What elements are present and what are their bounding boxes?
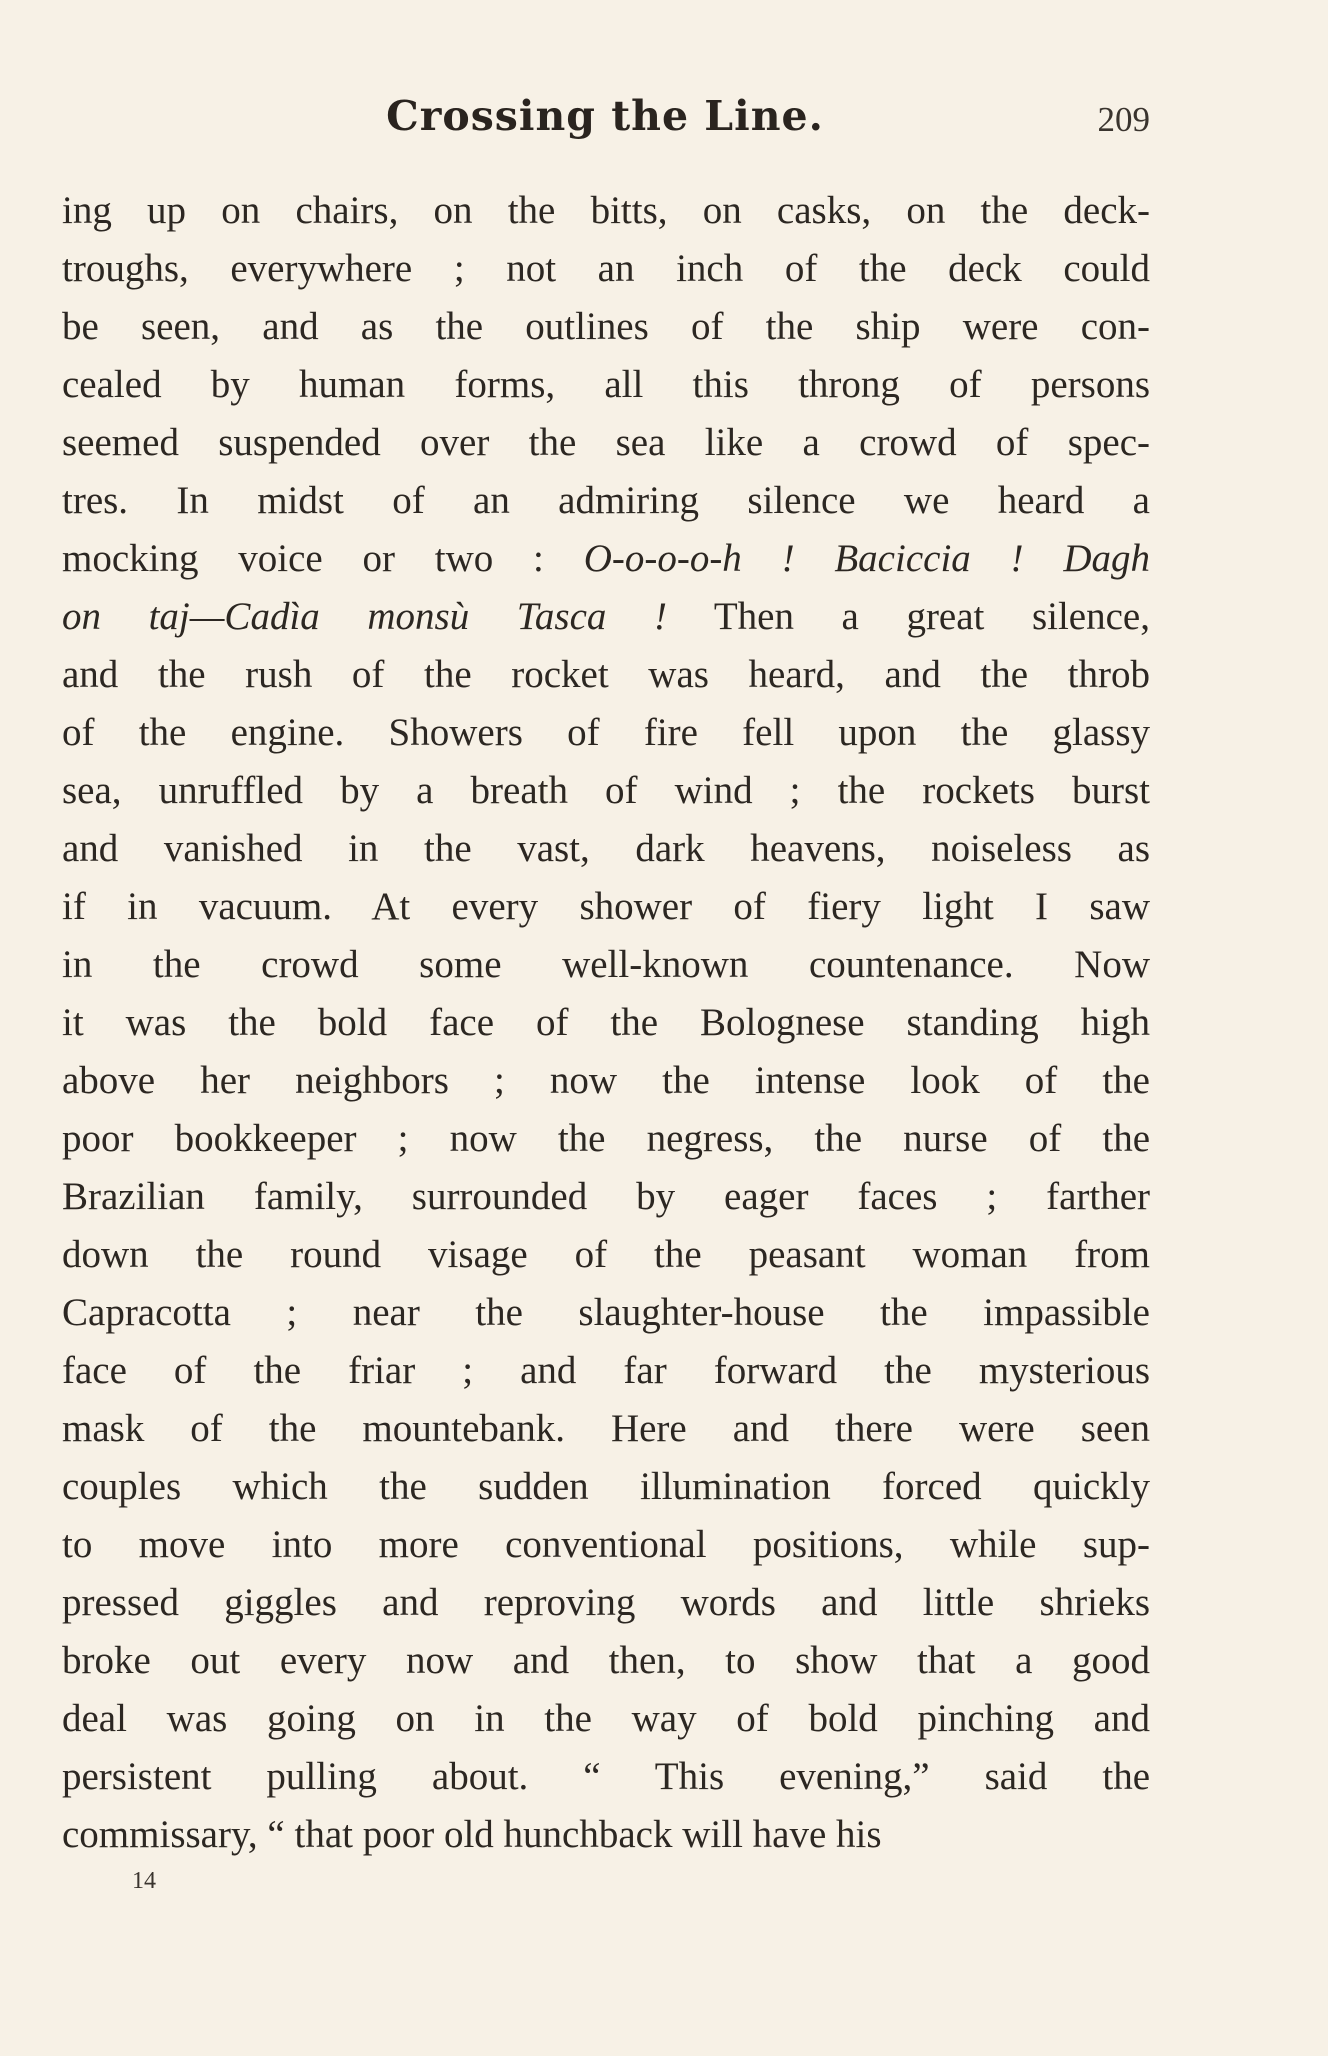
- body-text: [62, 182, 1150, 1864]
- italic-dialect-segment: O-o-o-o-h ! Baciccia ! Dagh: [583, 537, 1150, 580]
- running-title: Crossing the Line.: [386, 92, 824, 140]
- text-line: commissary, “ that poor old hunchback will have his: [62, 1813, 882, 1856]
- text-line: to move into more conventional positions, while sup-: [62, 1523, 1150, 1566]
- text-line: Brazilian family, surrounded by eager faces ; farther: [62, 1175, 1150, 1218]
- text-line: pressed giggles and reproving words and little shrieks: [62, 1581, 1150, 1624]
- text-segment: mocking voice or two :: [62, 537, 584, 580]
- text-line: of the engine. Showers of fire fell upon the glassy: [62, 711, 1150, 754]
- text-line: cealed by human forms, all this throng of persons: [62, 363, 1150, 406]
- text-line: persistent pulling about. “ This evening,” said the: [62, 1755, 1150, 1798]
- text-line: broke out every now and then, to show that a good: [62, 1639, 1150, 1682]
- text-line: tres. In midst of an admiring silence we heard a: [62, 479, 1150, 522]
- text-line: be seen, and as the outlines of the ship were con-: [62, 305, 1150, 348]
- page-number: 209: [1097, 100, 1150, 139]
- page-header: [60, 92, 1150, 152]
- text-line: if in vacuum. At every shower of fiery light I saw: [62, 885, 1150, 928]
- text-line: and the rush of the rocket was heard, and the throb: [62, 653, 1150, 696]
- italic-dialect-segment: on taj—Cadìa monsù Tasca !: [62, 595, 667, 638]
- text-line: and vanished in the vast, dark heavens, noiseless as: [62, 827, 1150, 870]
- text-line: mask of the mountebank. Here and there were seen: [62, 1407, 1150, 1450]
- text-line: down the round visage of the peasant woman from: [62, 1233, 1150, 1276]
- signature-mark: 14: [132, 1868, 156, 1894]
- text-line: [62, 530, 1150, 588]
- text-line: sea, unruffled by a breath of wind ; the rockets burst: [62, 769, 1150, 812]
- text-line: seemed suspended over the sea like a crowd of spec-: [62, 421, 1150, 464]
- text-line: [62, 588, 1150, 646]
- text-line: Capracotta ; near the slaughter-house the impassible: [62, 1291, 1150, 1334]
- text-line: troughs, everywhere ; not an inch of the deck could: [62, 247, 1150, 290]
- text-line: couples which the sudden illumination forced quickly: [62, 1465, 1150, 1508]
- text-line: ing up on chairs, on the bitts, on casks, on the deck-: [62, 189, 1150, 232]
- text-line: in the crowd some well-known countenance. Now: [62, 943, 1150, 986]
- text-line: deal was going on in the way of bold pinching and: [62, 1697, 1150, 1740]
- text-segment: Then a great silence,: [666, 595, 1150, 638]
- text-line: it was the bold face of the Bolognese standing high: [62, 1001, 1150, 1044]
- text-line: poor bookkeeper ; now the negress, the nurse of the: [62, 1117, 1150, 1160]
- text-line: above her neighbors ; now the intense look of the: [62, 1059, 1150, 1102]
- text-line: face of the friar ; and far forward the mysterious: [62, 1349, 1150, 1392]
